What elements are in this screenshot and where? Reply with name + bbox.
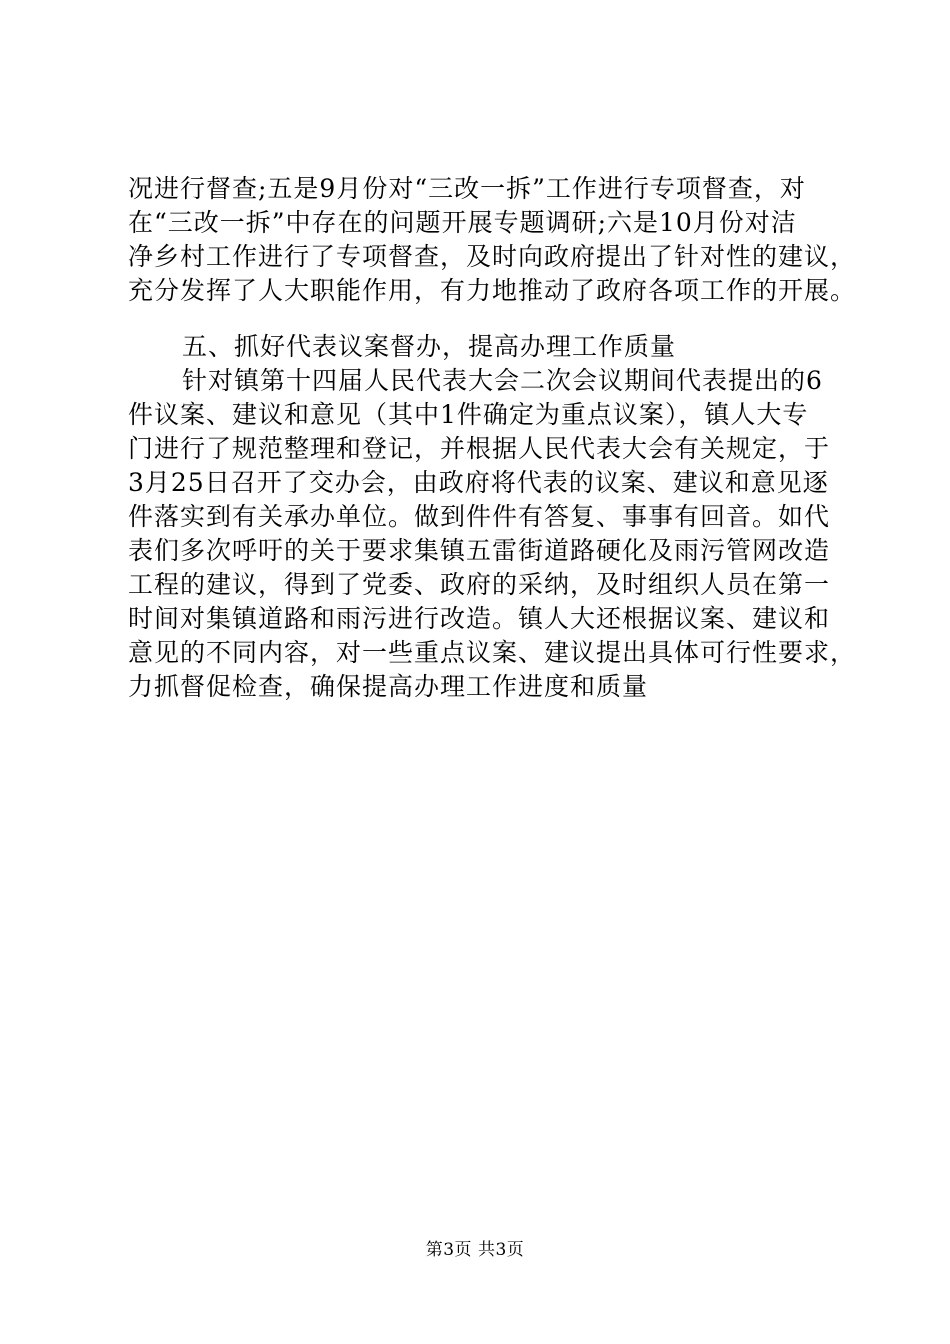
text-line: 件落实到有关承办单位。做到件件有答复、事事有回音。如代 xyxy=(128,502,831,531)
text-line: 针对镇第十四届人民代表大会二次会议期间代表提出的6 xyxy=(182,366,823,395)
text-line: 意见的不同内容，对一些重点议案、建议提出具体可行性要求， xyxy=(128,638,857,667)
paragraph-continuation xyxy=(128,172,857,308)
section-heading: 五、抓好代表议案督办，提高办理工作质量 xyxy=(182,332,677,361)
page-footer xyxy=(0,1238,950,1262)
paragraph-spacer xyxy=(128,308,848,330)
paragraph-proposals xyxy=(128,364,857,704)
page-number-label: 第3页 共3页 xyxy=(425,1240,525,1260)
text-line: 表们多次呼吁的关于要求集镇五雷街道路硬化及雨污管网改造 xyxy=(128,536,831,565)
text-line: 件议案、建议和意见（其中1件确定为重点议案），镇人大专 xyxy=(128,400,809,429)
text-line: 在“三改一拆”中存在的问题开展专题调研;六是10月份对洁 xyxy=(128,208,797,237)
text-line: 工程的建议，得到了党委、政府的采纳，及时组织人员在第一 xyxy=(128,570,831,599)
text-line: 3月25日召开了交办会，由政府将代表的议案、建议和意见逐 xyxy=(128,468,829,497)
document-body xyxy=(128,172,857,704)
text-line: 力抓督促检查，确保提高办理工作进度和质量 xyxy=(128,672,649,701)
text-line: 充分发挥了人大职能作用，有力地推动了政府各项工作的开展。 xyxy=(128,276,857,305)
text-line: 况进行督查;五是9月份对“三改一拆”工作进行专项督查，对 xyxy=(128,174,806,203)
text-line: 门进行了规范整理和登记，并根据人民代表大会有关规定，于 xyxy=(128,434,831,463)
text-line: 净乡村工作进行了专项督查，及时向政府提出了针对性的建议， xyxy=(128,242,857,271)
text-line: 时间对集镇道路和雨污进行改造。镇人大还根据议案、建议和 xyxy=(128,604,831,633)
